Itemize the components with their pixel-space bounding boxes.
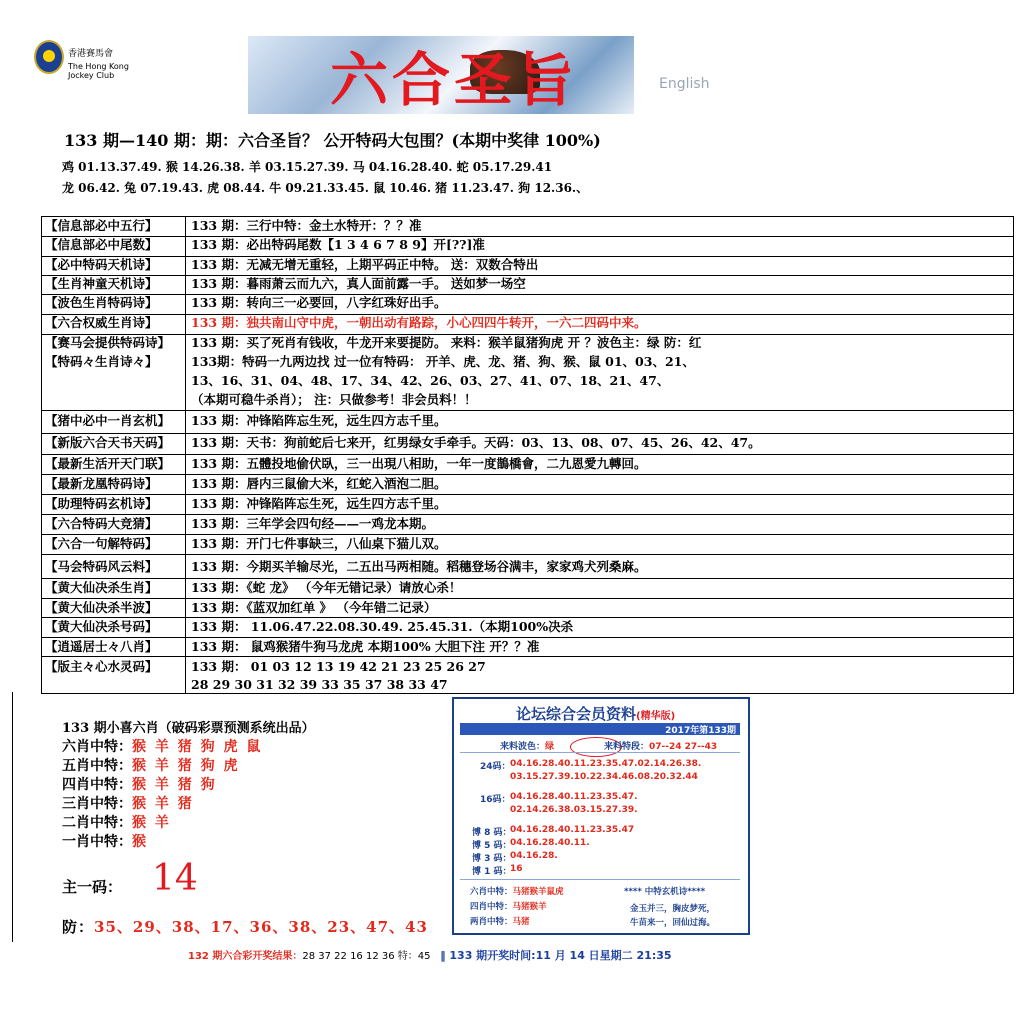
main-code-label: 主一码： — [62, 878, 123, 896]
row-text: 13、16、31、04、48、17、34、42、26、03、27、41、07、18、21、47、 — [191, 373, 670, 388]
two-value: 马猪 — [512, 917, 530, 927]
row-text: 133 期：开门七件事缺三，八仙桌下猫儿双。 — [191, 536, 447, 551]
forum-edition: (精华版) — [636, 711, 676, 722]
row-text: 133 期：唇内三鼠偷大米，红蛇入酒泡二胆。 — [191, 476, 447, 491]
row-label: 【六合特码大竞猜】 — [45, 516, 158, 531]
row-label: 【最新生活开天门联】 — [45, 456, 171, 471]
code16-line-1: 04.16.28.40.11.23.35.47. — [510, 792, 638, 802]
result-value: 28 37 22 16 12 36 特：45 — [302, 951, 431, 962]
poem-line-1: 金玉并三，胸皮梦死， — [630, 904, 716, 914]
row-label: 【六合一句解特码】 — [45, 536, 158, 551]
row-label: 【生肖神童天机诗】 — [45, 276, 158, 291]
divider — [460, 752, 740, 753]
row-text: 133 期：冲锋陷阵忘生死，远生四方志千里。 — [191, 496, 447, 511]
table-row — [42, 534, 1013, 555]
row-label: 【六合权威生肖诗】 — [45, 315, 158, 330]
table-row — [42, 554, 1013, 579]
wave-label: 来料波色： — [500, 742, 546, 752]
row-label: 【波色生肖特码诗】 — [45, 295, 158, 310]
item-value: 猴 羊 — [132, 815, 171, 831]
row-label: 【信息部必中五行】 — [45, 218, 158, 233]
row-label: 【新版六合天书天码】 — [45, 435, 171, 450]
forum-title-text: 论坛综合会员资料 — [516, 705, 637, 723]
table-row — [42, 514, 1013, 535]
row-label: 【赛马会提供特码诗】 — [45, 335, 171, 350]
b1-label: 博 1 码： — [472, 867, 512, 877]
item-value: 猴 羊 猪 狗 虎 鼠 — [132, 739, 263, 755]
table-row — [42, 433, 1013, 455]
two-zodiac-line — [470, 915, 530, 927]
table-row — [42, 334, 1013, 411]
headline: 133 期—140 期：期：六合圣旨？ 公开特码大包围？(本期中奖律 100%) — [64, 131, 601, 150]
logo-en-text: The Hong Kong Jockey Club — [68, 62, 129, 80]
table-row — [42, 275, 1013, 295]
row-text: 133 期：无减无增无重轻，上期平码正中特。 送：双数合特出 — [191, 257, 539, 272]
row-text: 133 期： 11.06.47.22.08.30.49. 25.45.31.（本期100%决杀 — [191, 619, 574, 634]
forum-member-box — [452, 697, 750, 935]
jockey-club-logo — [34, 40, 144, 80]
item-value: 猴 — [132, 834, 148, 850]
row-text: 133 期： 01 03 12 13 19 42 21 23 25 26 27 — [191, 659, 486, 674]
table-row — [42, 217, 1013, 237]
list-item — [62, 736, 262, 756]
row-text: 133 期：冲锋陷阵忘生死，远生四方志千里。 — [191, 413, 447, 428]
b8-label: 博 8 码： — [472, 828, 512, 838]
b1-value: 16 — [510, 864, 523, 874]
item-label: 五肖中特： — [62, 758, 132, 774]
table-row — [42, 656, 1013, 693]
divider — [460, 879, 740, 880]
row-text: 133 期：独共南山守中虎，一朝出动有路踪，小心四四牛转开，一六二四码中来。 — [191, 315, 647, 330]
list-item — [62, 812, 171, 832]
code16-label: 16码： — [480, 795, 511, 805]
row-label: 【必中特码天机诗】 — [45, 257, 158, 272]
left-rule — [12, 692, 13, 942]
two-label: 两肖中特： — [470, 917, 513, 927]
item-label: 四肖中特： — [62, 777, 132, 793]
row-text: （本期可稳牛杀肖）； 注：只做参考！非会员料！！ — [191, 392, 477, 407]
poem-title: **** 中特玄机诗**** — [624, 887, 706, 897]
defense-label: 防： — [62, 918, 95, 936]
table-row — [42, 294, 1013, 315]
code16-line-2: 02.14.26.38.03.15.27.39. — [510, 805, 638, 815]
b8-value: 04.16.28.40.11.23.35.47 — [510, 825, 635, 835]
code24-label: 24码： — [480, 762, 511, 772]
table-row — [42, 236, 1013, 257]
table-row — [42, 578, 1013, 599]
table-row — [42, 617, 1013, 638]
logo-cn-text: 香港賽馬會 — [68, 49, 114, 59]
four-value: 马猪猴羊 — [512, 902, 547, 912]
b3-value: 04.16.28. — [510, 851, 558, 861]
special-line — [604, 739, 717, 752]
issue-bar — [460, 723, 740, 735]
special-label: 来料特段： — [604, 742, 650, 752]
wave-value: 绿 — [545, 742, 555, 752]
prediction-table — [41, 216, 1014, 694]
row-text: 133 期：三行中特：金土水特开：？？准 — [191, 218, 422, 233]
item-value: 猴 羊 猪 — [132, 796, 194, 812]
row-label: 【黄大仙决杀号码】 — [45, 619, 158, 634]
item-label: 六肖中特： — [62, 739, 132, 755]
defense-value: 35、29、38、17、36、38、23、47、43 — [94, 918, 428, 936]
row-text: 133 期：转向三一必要回，八字红珠好出手。 — [191, 295, 447, 310]
table-row — [42, 410, 1013, 434]
row-text: 133 期： 鼠鸡猴猪牛狗马龙虎 本期100% 大胆下注 开？？准 — [191, 639, 540, 654]
result-label: 132 期六合彩开奖结果： — [188, 951, 303, 962]
code24-line-2: 03.15.27.39.10.22.34.46.08.20.32.44 — [510, 772, 698, 782]
banner-title: 六合圣旨 — [330, 46, 579, 114]
forum-title — [516, 703, 675, 724]
main-code: 14 — [152, 858, 198, 899]
row-label: 【助理特码玄机诗】 — [45, 496, 158, 511]
row-label: 【逍遥居士々八肖】 — [45, 639, 158, 654]
table-row — [42, 314, 1013, 335]
list-item — [62, 755, 240, 775]
row-label: 【版主々心水灵码】 — [45, 659, 158, 674]
four-label: 四肖中特： — [470, 902, 513, 912]
row-label-2: 【特码々生肖诗々】 — [45, 354, 158, 369]
table-row — [42, 637, 1013, 657]
jockey-club-emblem-icon — [34, 40, 64, 74]
table-row — [42, 474, 1013, 495]
row-text: 133 期：《蓝双加红单 》 （今年错二记录） — [191, 600, 437, 615]
row-text: 133 期：暮雨萧云而九六，真人面前露一手。 送如梦一场空 — [191, 276, 526, 291]
item-label: 一肖中特： — [62, 834, 132, 850]
item-value: 猴 羊 猪 狗 虎 — [132, 758, 240, 774]
row-text: 133 期：天书：狗前蛇后七来开，红男绿女手牵手。天码：03、13、08、07、45、26、42、47。 — [191, 435, 761, 450]
draw-time: ‖ 133 期开奖时间:11 月 14 日星期二 21:35 — [440, 949, 672, 962]
table-row — [42, 454, 1013, 475]
row-label: 【黄大仙决杀半波】 — [45, 600, 158, 615]
zodiac-line-1: 鸡 01.13.37.49. 猴 14.26.38. 羊 03.15.27.39. 马 04.16.28.40. 蛇 05.17.29.41 — [62, 160, 553, 174]
list-item — [62, 831, 148, 851]
list-item — [62, 774, 217, 794]
row-label: 【黄大仙决杀生肖】 — [45, 580, 158, 595]
item-value: 猴 羊 猪 狗 — [132, 777, 217, 793]
row-label: 【猪中必中一肖玄机】 — [45, 413, 171, 428]
row-text: 133 期：必出特码尾数【1 3 4 6 7 8 9】开[??]准 — [191, 237, 485, 252]
table-row — [42, 598, 1013, 618]
defense-numbers — [62, 916, 428, 937]
b5-value: 04.16.28.40.11. — [510, 838, 590, 848]
four-zodiac-line — [470, 900, 547, 912]
six-zodiac-line — [470, 885, 564, 897]
row-label: 【最新龙凰特码诗】 — [45, 476, 158, 491]
row-text: 133期：特码一九两边找 过一位有特码： 开羊、虎、龙、猪、狗、猴、鼠 01、03、21、 — [191, 354, 695, 369]
six-label: 六肖中特： — [470, 887, 513, 897]
table-row — [42, 494, 1013, 515]
list-item — [62, 793, 194, 813]
six-value: 马猪猴羊鼠虎 — [512, 887, 564, 897]
row-text: 133 期：三年学会四句经——一鸡龙本期。 — [191, 516, 434, 531]
item-label: 三肖中特： — [62, 796, 132, 812]
issue-text: 2017年第133期 — [665, 726, 736, 736]
draw-footer — [188, 947, 672, 963]
six-zodiac-title: 133 期小喜六肖（破码彩票预测系统出品） — [62, 721, 315, 736]
row-text: 133 期：《蛇 龙》 （今年无错记录）请放心杀！ — [191, 580, 462, 595]
special-value: 07--24 27--43 — [649, 742, 718, 752]
b5-label: 博 5 码： — [472, 841, 512, 851]
row-text: 28 29 30 31 32 39 33 35 37 38 33 47 — [191, 677, 448, 692]
zodiac-line-2: 龙 06.42. 兔 07.19.43. 虎 08.44. 牛 09.21.33.45. 鼠 10.46. 猪 11.23.47. 狗 12.36.、 — [62, 181, 589, 195]
english-link[interactable]: English — [659, 76, 710, 92]
row-text: 133 期：买了死肖有钱收，牛龙开来要提防。 来料：猴羊鼠猪狗虎 开 ？波色主：绿 防：红 — [191, 335, 702, 350]
row-label: 【马会特码风云料】 — [45, 559, 158, 574]
row-text: 133 期：五體投地偷伏臥，三一出現八相助，一年一度鵲橋會，二九恩愛九轉回。 — [191, 456, 647, 471]
b3-label: 博 3 码： — [472, 854, 512, 864]
banner — [248, 36, 634, 114]
wave-line — [500, 739, 554, 752]
poem-line-2: 牛苗来一，回仙过海。 — [630, 918, 716, 928]
item-label: 二肖中特： — [62, 815, 132, 831]
code24-line-1: 04.16.28.40.11.23.35.47.02.14.26.38. — [510, 759, 702, 769]
table-row — [42, 256, 1013, 276]
row-text: 133 期：今期买羊输尽光，二五出马两相随。稻穗登场谷满丰，家家鸡犬列桑麻。 — [191, 559, 647, 574]
row-label: 【信息部必中尾数】 — [45, 237, 158, 252]
